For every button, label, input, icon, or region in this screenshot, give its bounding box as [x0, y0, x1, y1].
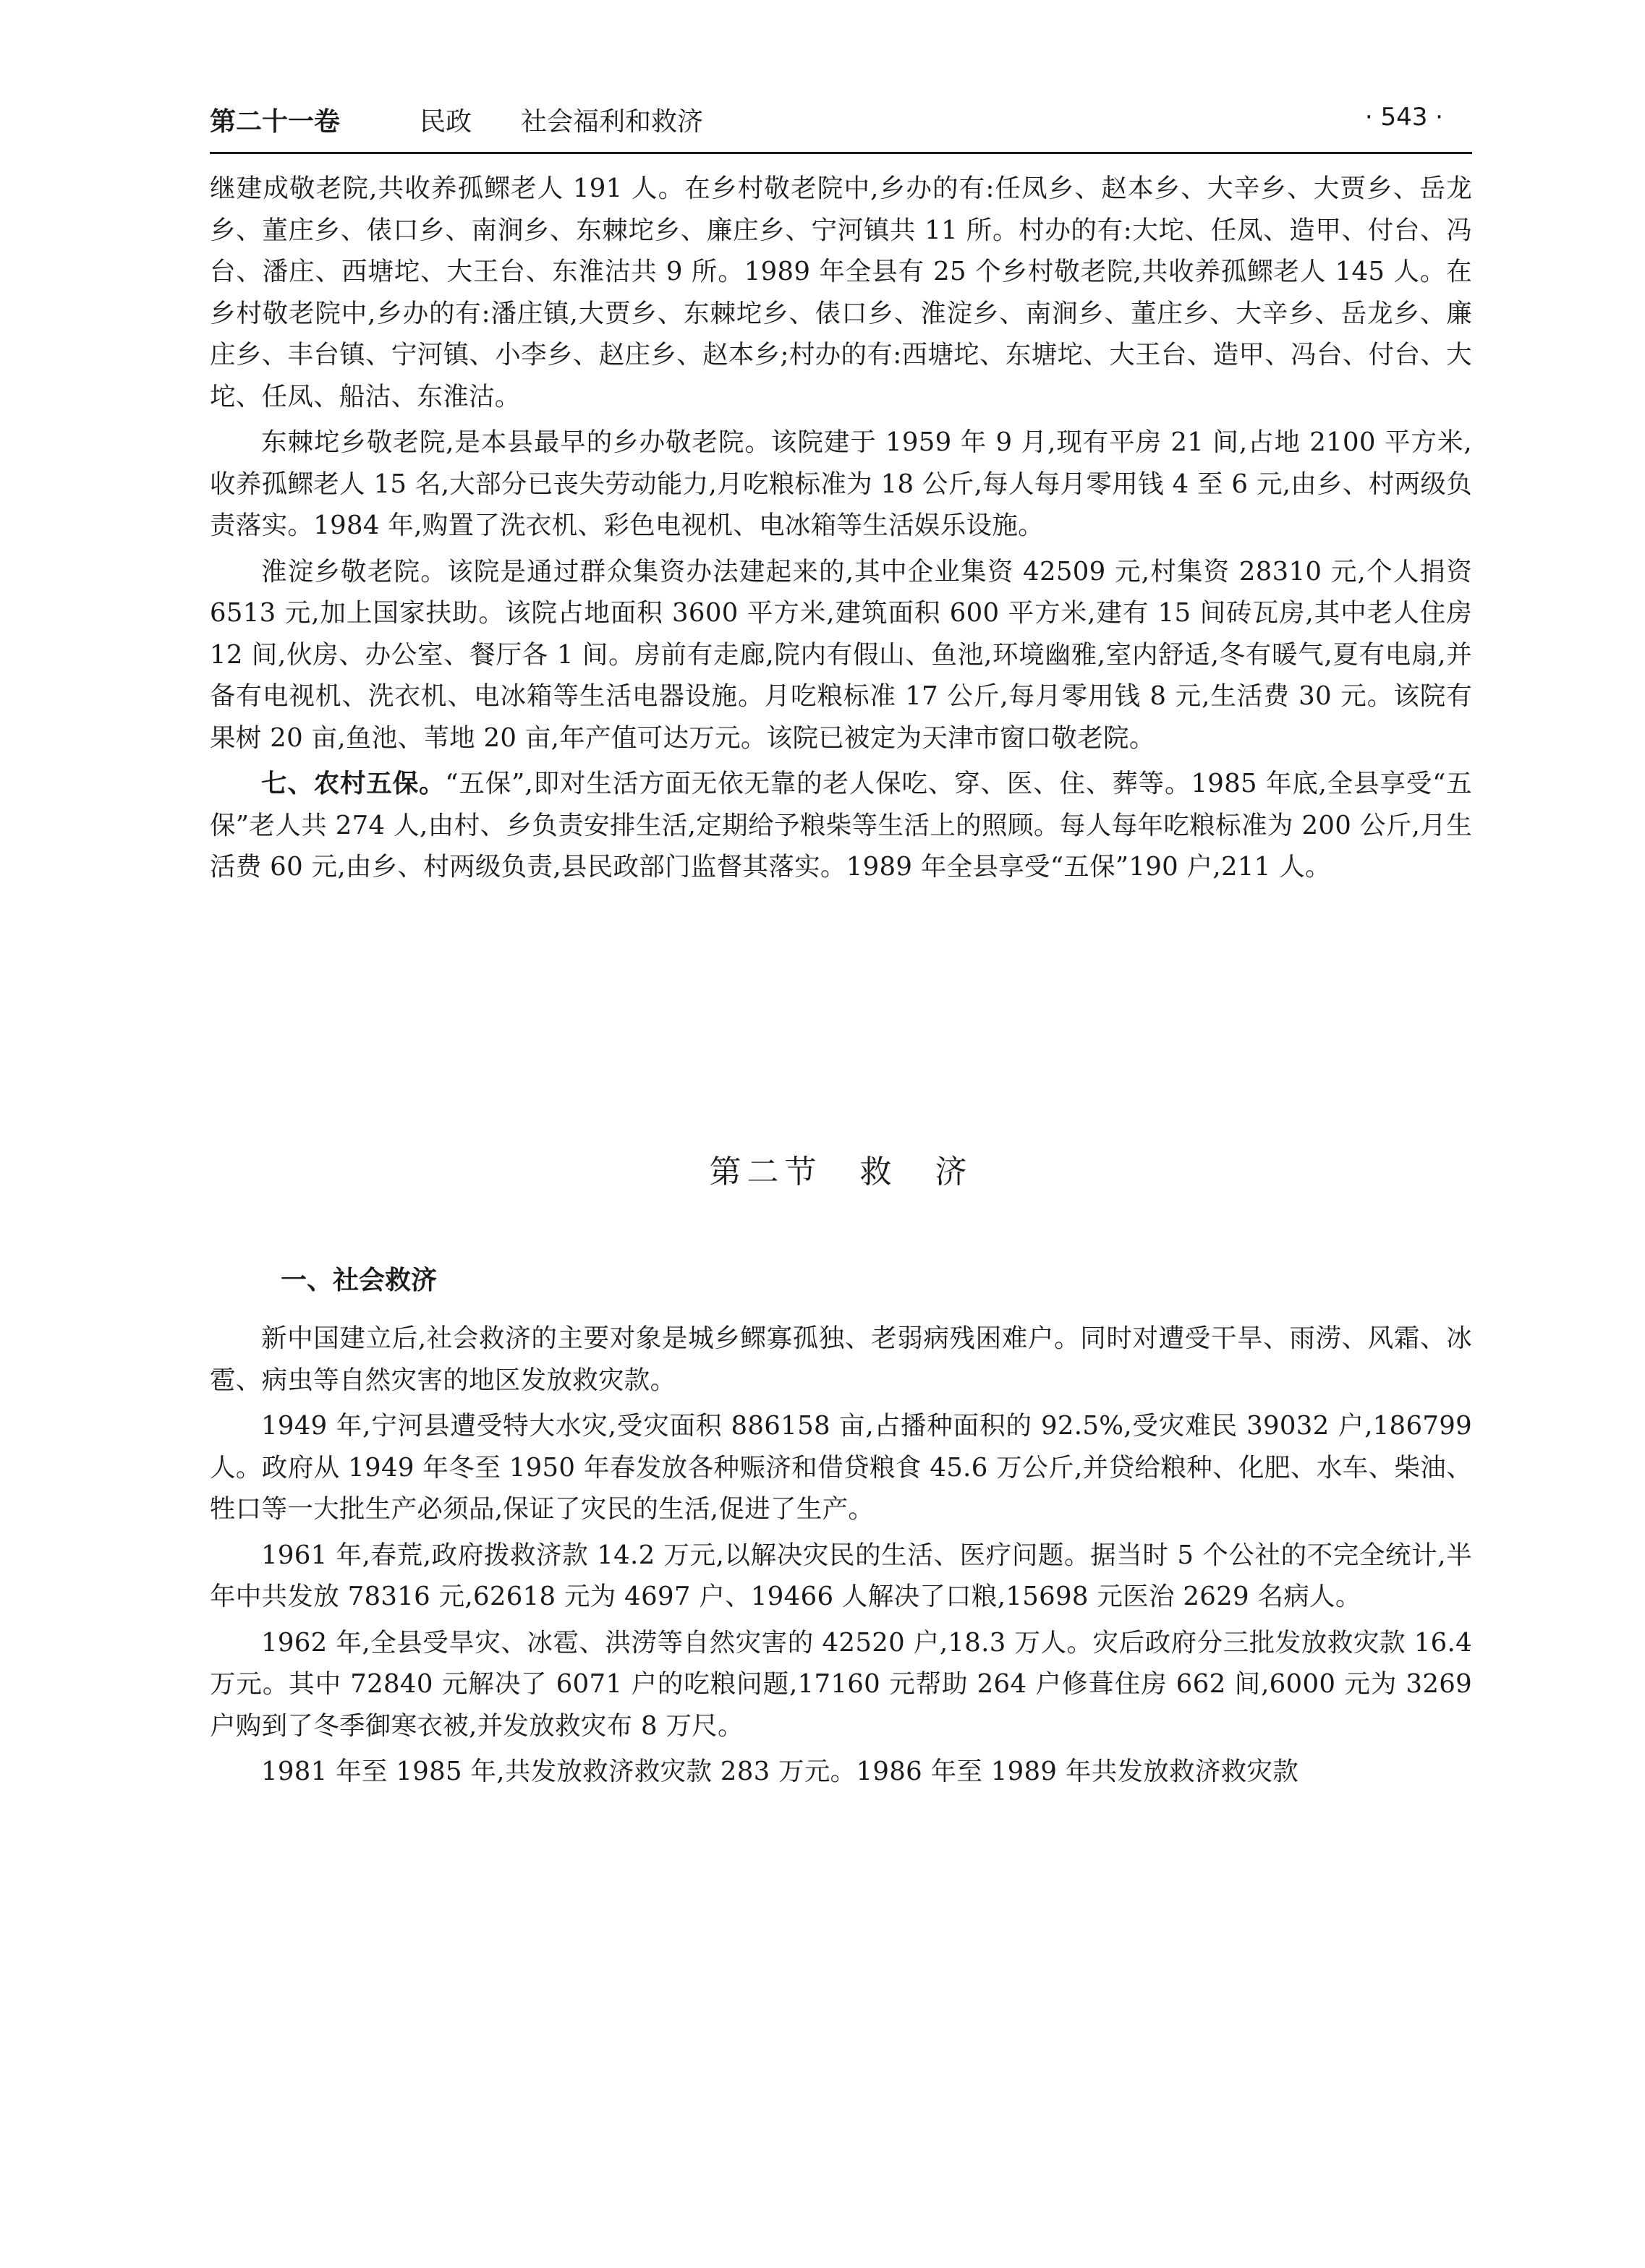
running-header	[210, 101, 1472, 146]
paragraph: 1981 年至 1985 年,共发放救济救灾款 283 万元。1986 年至 1989 年共发放救济救灾款	[261, 1757, 1299, 1786]
section-title: 第二节 救 济	[709, 1154, 973, 1190]
header-subsection: 社会福利和救济	[521, 107, 704, 137]
paragraph: 1949 年,宁河县遭受特大水灾,受灾面积 886158 亩,占播种面积的 92.5%,受灾难民 39032 户,186799 人。政府从 1949 年冬至 1950 年春发放各种赈济和借贷粮食 45.6 万公斤,并贷给粮种、化肥、水车、柴油、牲口等一大批生产必须品,保证了灾民的生活,促进了生产。	[210, 1411, 1472, 1524]
wubao-text: “五保”,即对生活方面无依无靠的老人保吃、穿、医、住、葬等。1985 年底,全县享受“五保”老人共 274 人,由村、乡负责安排生活,定期给予粮柴等生活上的照顾。每人每年吃粮标准为 200 公斤,月生活费 60 元,由乡、村两级负责,县民政部门监督其落实。1989 年全县享受“五保”190 户,211 人。	[210, 769, 1472, 882]
paragraph: 淮淀乡敬老院。该院是通过群众集资办法建起来的,其中企业集资 42509 元,村集资 28310 元,个人捐资 6513 元,加上国家扶助。该院占地面积 3600 平方米,建筑面积 600 平方米,建有 15 间砖瓦房,其中老人住房 12 间,伙房、办公室、餐厅各 1 间。房前有走廊,院内有假山、鱼池,环境幽雅,室内舒适,冬有暖气,夏有电扇,并备有电视机、洗衣机、电冰箱等生活电器设施。月吃粮标准 17 公斤,每月零用钱 8 元,生活费 30 元。该院有果树 20 亩,鱼池、苇地 20 亩,年产值可达万元。该院已被定为天津市窗口敬老院。	[210, 556, 1472, 753]
paragraph: 新中国建立后,社会救济的主要对象是城乡鳏寡孤独、老弱病残困难户。同时对遭受干旱、雨涝、风霜、冰雹、病虫等自然灾害的地区发放救灾款。	[210, 1323, 1472, 1395]
header-section: 民政	[420, 107, 472, 137]
header-volume: 第二十一卷	[210, 107, 341, 137]
sub-heading: 一、社会救济	[281, 1266, 438, 1295]
paragraph-wubao	[210, 763, 1472, 888]
paragraph: 继建成敬老院,共收养孤鳏老人 191 人。在乡村敬老院中,乡办的有:任凤乡、赵本乡、大辛乡、大贾乡、岳龙乡、董庄乡、俵口乡、南涧乡、东棘坨乡、廉庄乡、宁河镇共 11 所。村办的有:大坨、任凤、造甲、付台、冯台、潘庄、西塘坨、大王台、东淮沽共 9 所。1989 年全县有 25 个乡村敬老院,共收养孤鳏老人 145 人。在乡村敬老院中,乡办的有:潘庄镇,大贾乡、东棘坨乡、俵口乡、淮淀乡、南涧乡、董庄乡、大辛乡、岳龙乡、廉庄乡、丰台镇、宁河镇、小李乡、赵庄乡、赵本乡;村办的有:西塘坨、东塘坨、大王台、造甲、冯台、付台、大坨、任凤、船沽、东淮沽。	[210, 174, 1472, 412]
paragraph: 1962 年,全县受旱灾、冰雹、洪涝等自然灾害的 42520 户,18.3 万人。灾后政府分三批发放救灾款 16.4 万元。其中 72840 元解决了 6071 户的吃粮问题,17160 元帮助 264 户修葺住房 662 间,6000 元为 3269 户购到了冬季御寒衣被,并发放救灾布 8 万尺。	[210, 1627, 1472, 1741]
paragraph: 1961 年,春荒,政府拨救济款 14.2 万元,以解决灾民的生活、医疗问题。据当时 5 个公社的不完全统计,半年中共发放 78316 元,62618 元为 4697 户、19466 人解决了口粮,15698 元医治 2629 名病人。	[210, 1540, 1472, 1611]
header-rule	[210, 152, 1472, 154]
body-text	[210, 168, 1472, 1786]
body-text-lower	[210, 1318, 1472, 1793]
page-number: · 543 ·	[1364, 103, 1443, 132]
wubao-heading: 七、农村五保。	[261, 769, 446, 798]
paragraph: 东棘坨乡敬老院,是本县最早的乡办敬老院。该院建于 1959 年 9 月,现有平房 21 间,占地 2100 平方米,收养孤鳏老人 15 名,大部分已丧失劳动能力,月吃粮标准为 18 公斤,每人每月零用钱 4 至 6 元,由乡、村两级负责落实。1984 年,购置了洗衣机、彩色电视机、电冰箱等生活娱乐设施。	[210, 427, 1472, 540]
